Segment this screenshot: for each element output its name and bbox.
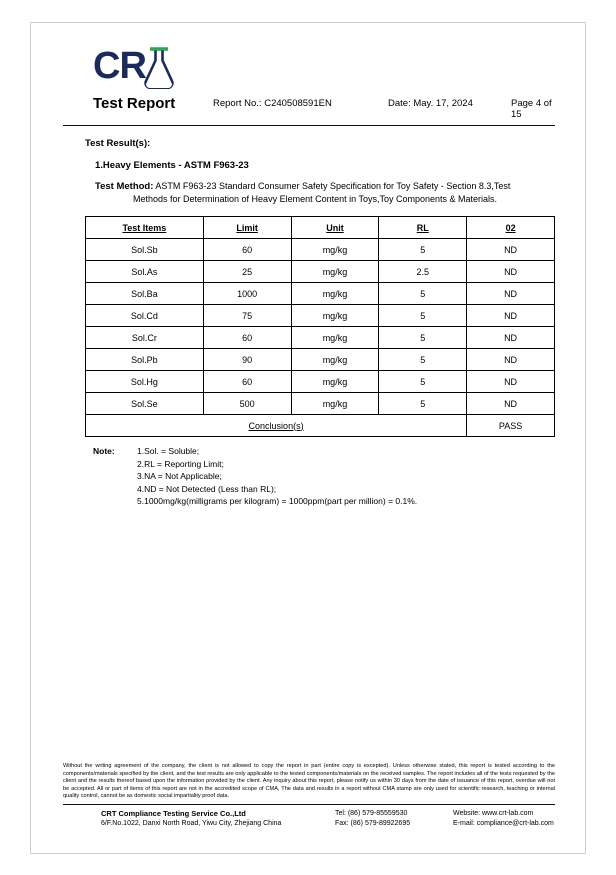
table-row — [86, 349, 555, 371]
conclusion-row — [86, 415, 555, 437]
test-method-block — [95, 180, 545, 206]
note-item: 3.NA = Not Applicable; — [137, 471, 222, 481]
table-row — [86, 283, 555, 305]
column-header-rl: RL — [379, 217, 467, 239]
footer-website[interactable]: Website: www.crt-lab.com — [453, 810, 534, 817]
section-heading: 1.Heavy Elements - ASTM F963-23 — [95, 160, 249, 171]
test-method-line2: Methods for Determination of Heavy Element Content in Toys,Toy Components & Materials. — [133, 194, 498, 204]
cell-test-item: Sol.Ba — [86, 283, 204, 305]
cell-unit: mg/kg — [291, 349, 379, 371]
table-row — [86, 305, 555, 327]
report-date: Date: May. 17, 2024 — [388, 98, 473, 109]
page-title: Test Report — [93, 95, 176, 112]
cell-result: ND — [467, 239, 555, 261]
report-footer — [63, 763, 555, 831]
footer-fax: Fax: (86) 579-89922695 — [335, 820, 411, 827]
notes-list — [137, 445, 555, 508]
report-sheet — [30, 22, 586, 854]
cell-unit: mg/kg — [291, 305, 379, 327]
cell-test-item: Sol.Pb — [86, 349, 204, 371]
cell-limit: 1000 — [203, 283, 291, 305]
note-item: 5.1000mg/kg(milligrams per kilogram) = 1000ppm(part per million) = 0.1%. — [137, 496, 418, 506]
flask-icon — [142, 47, 176, 89]
table-header-row — [86, 217, 555, 239]
footer-address: 6/F.No.1022, Danxi North Road, Yiwu City, Zhejiang China — [101, 820, 282, 827]
cell-result: ND — [467, 261, 555, 283]
column-header-test-items: Test Items — [86, 217, 204, 239]
note-item: 2.RL = Reporting Limit; — [137, 458, 224, 469]
footer-disclaimer: Without the writing agreement of the company, the client is not allowed to copy the report in part (entire copy is excepted). Unless otherwise stated, this report is tested according to the components/materials specified by the client, and the test results are only applicable to the tested components/materials on the received samples. The report includes all of the tests requested by the client and the results thereof based upon the information provided by the client. Any inquiry about this report, please notify us within 30 days from the date of issuance of this report, overdue will not be accepted. All or part of items of this report are not in the accredited scope of CMA, The data and results in a report without CMA stamp are only used for scientific research, teaching or internal quality control, cannot be as domestic social impartiality proof data. — [63, 763, 555, 800]
cell-unit: mg/kg — [291, 371, 379, 393]
cell-limit: 60 — [203, 239, 291, 261]
cell-unit: mg/kg — [291, 393, 379, 415]
footer-contact-info — [63, 809, 555, 831]
cell-result: ND — [467, 305, 555, 327]
conclusion-label: Conclusion(s) — [86, 415, 467, 437]
table-row — [86, 239, 555, 261]
footer-company-name: CRT Compliance Testing Service Co.,Ltd — [101, 809, 246, 818]
report-number: Report No.: C240508591EN — [213, 98, 332, 109]
cell-rl: 2.5 — [379, 261, 467, 283]
results-table — [85, 216, 555, 437]
cell-result: ND — [467, 349, 555, 371]
table-row — [86, 393, 555, 415]
cell-test-item: Sol.Hg — [86, 371, 204, 393]
cell-test-item: Sol.As — [86, 261, 204, 283]
report-header — [63, 47, 555, 93]
cell-rl: 5 — [379, 283, 467, 305]
note-item: 4.ND = Not Detected (Less than RL); — [137, 483, 277, 494]
crt-logo — [93, 47, 176, 89]
cell-rl: 5 — [379, 393, 467, 415]
cell-unit: mg/kg — [291, 327, 379, 349]
cell-limit: 90 — [203, 349, 291, 371]
notes-block — [85, 445, 555, 508]
footer-email[interactable]: E-mail: compliance@crt-lab.com — [453, 820, 554, 827]
footer-telephone: Tel: (86) 579-85559530 — [335, 810, 408, 817]
cell-test-item: Sol.Sb — [86, 239, 204, 261]
table-row — [86, 371, 555, 393]
column-header-sample-02: 02 — [467, 217, 555, 239]
footer-divider — [63, 804, 555, 805]
cell-test-item: Sol.Cr — [86, 327, 204, 349]
cell-test-item: Sol.Cd — [86, 305, 204, 327]
test-results-label: Test Result(s): — [85, 138, 151, 149]
table-row — [86, 327, 555, 349]
cell-limit: 60 — [203, 327, 291, 349]
report-content — [63, 47, 555, 508]
cell-unit: mg/kg — [291, 239, 379, 261]
cell-test-item: Sol.Se — [86, 393, 204, 415]
test-method-line1: ASTM F963-23 Standard Consumer Safety Specification for Toy Safety - Section 8.3,Test — [155, 181, 511, 191]
header-divider — [63, 125, 555, 126]
cell-rl: 5 — [379, 349, 467, 371]
cell-rl: 5 — [379, 305, 467, 327]
cell-rl: 5 — [379, 327, 467, 349]
cell-result: ND — [467, 371, 555, 393]
cell-rl: 5 — [379, 239, 467, 261]
report-title-row — [63, 95, 555, 121]
cell-limit: 60 — [203, 371, 291, 393]
cell-unit: mg/kg — [291, 283, 379, 305]
note-item: 1.Sol. = Soluble; — [137, 446, 200, 456]
notes-label: Note: — [93, 446, 115, 456]
test-method-label: Test Method: — [95, 181, 154, 192]
cell-limit: 75 — [203, 305, 291, 327]
conclusion-value: PASS — [467, 415, 555, 437]
table-row — [86, 261, 555, 283]
cell-unit: mg/kg — [291, 261, 379, 283]
cell-result: ND — [467, 393, 555, 415]
cell-limit: 25 — [203, 261, 291, 283]
column-header-limit: Limit — [203, 217, 291, 239]
cell-result: ND — [467, 283, 555, 305]
cell-result: ND — [467, 327, 555, 349]
column-header-unit: Unit — [291, 217, 379, 239]
cell-limit: 500 — [203, 393, 291, 415]
page-indicator: Page 4 of 15 — [511, 98, 552, 120]
cell-rl: 5 — [379, 371, 467, 393]
logo-text: CR — [93, 45, 146, 87]
